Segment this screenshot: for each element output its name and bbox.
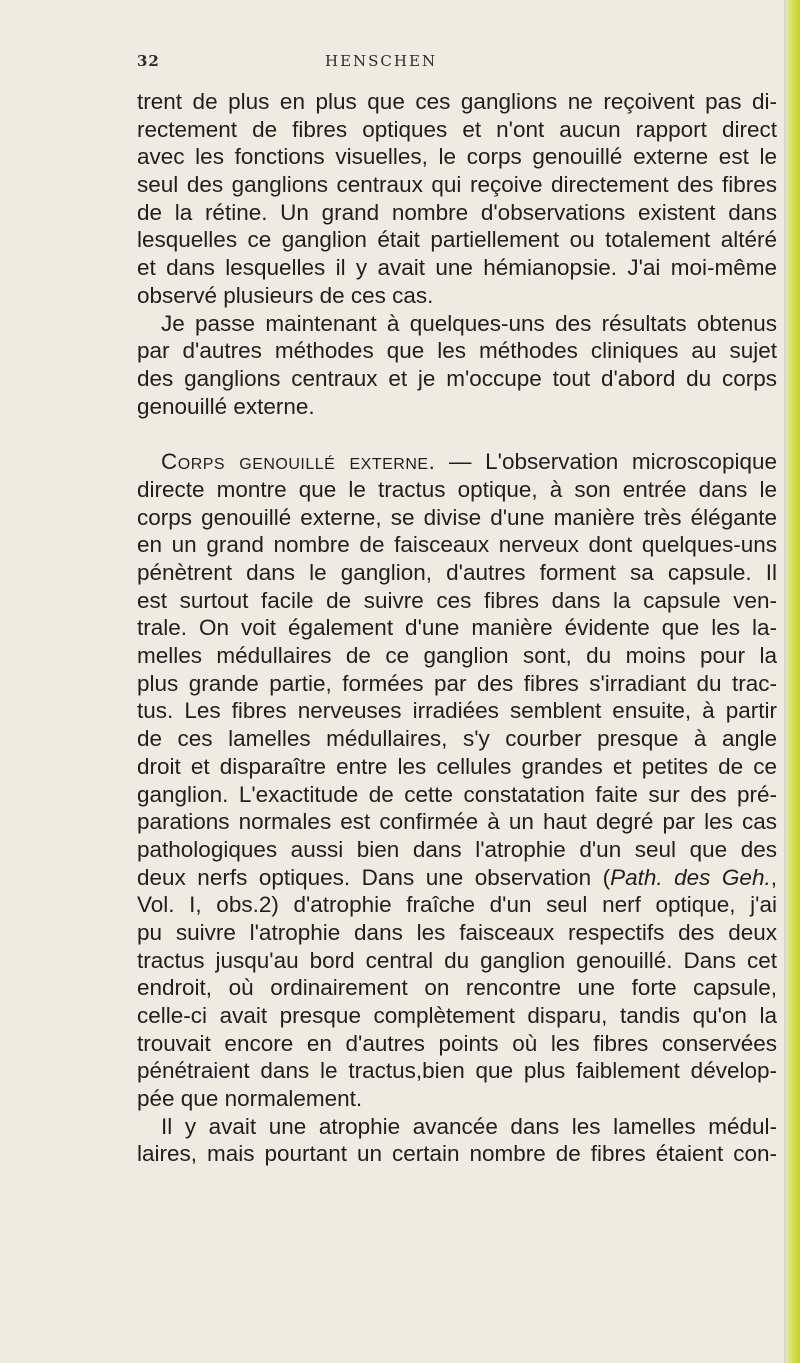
text-line: trent de plus en plus que ces ganglions ne reçoivent pas di-	[137, 89, 777, 114]
book-edge	[786, 0, 800, 1363]
page-body	[137, 88, 777, 1168]
text-line: rectement de fibres optiques et n'ont aucun rapport direct	[137, 116, 777, 142]
text-line: en un grand nombre de faisceaux nerveux dont quelques-uns	[137, 532, 777, 558]
text-line: tractus jusqu'au bord central du ganglion genouillé. Dans cet	[137, 947, 777, 973]
text-line: de la rétine. Un grand nombre d'observations existent dans	[137, 199, 777, 225]
citation-prefix: deux nerfs optiques. Dans une observation (	[137, 864, 611, 890]
text-line: pu suivre l'atrophie dans les faisceaux respectifs des deux	[137, 919, 777, 945]
running-head: HENSCHEN	[325, 52, 438, 70]
text-line: laires, mais pourtant un certain nombre de fibres étaient con-	[137, 1141, 777, 1167]
text-line	[137, 864, 777, 892]
text-line: pée que normalement.	[137, 1086, 363, 1112]
text-line: corps genouillé externe, se divise d'une manière très élégante	[137, 504, 777, 530]
section-gap	[137, 420, 777, 448]
text-line: parations normales est confirmée à un haut degré par les cas	[137, 809, 777, 835]
paragraph	[137, 1113, 777, 1168]
text-line: melles médullaires de ce ganglion sont, du moins pour la	[137, 643, 777, 669]
page-header	[0, 50, 800, 78]
section-paragraph	[137, 448, 777, 1113]
heading-continuation: — L'observation microscopique	[435, 449, 777, 475]
text-line: avec les fonctions visuelles, le corps genouillé externe est le	[137, 144, 777, 170]
text-line: plus grande partie, formées par des fibres s'irradiant du trac-	[137, 670, 777, 696]
citation-title: Path. des Geh.	[610, 864, 771, 890]
text-line: Il y avait une atrophie avancée dans les lamelles médul-	[161, 1113, 777, 1139]
text-line	[137, 448, 777, 476]
text-line: Je passe maintenant à quelques-uns des résultats obtenus	[161, 310, 777, 336]
text-line: lesquelles ce ganglion était partiellement ou totalement altéré	[137, 227, 777, 253]
text-line: pénètrent dans le ganglion, d'autres forment sa capsule. Il	[137, 560, 777, 585]
paragraph	[137, 310, 777, 421]
text-line: Vol. I, obs.2) d'atrophie fraîche d'un seul nerf optique, j'ai	[137, 892, 777, 918]
text-line: trale. On voit également d'une manière évidente que les la-	[137, 615, 777, 641]
citation-suffix: ,	[770, 864, 777, 890]
text-line: par d'autres méthodes que les méthodes cliniques au sujet	[137, 338, 777, 364]
section-heading: Corps genouillé externe.	[161, 449, 436, 475]
text-line: tus. Les fibres nerveuses irradiées semblent ensuite, à partir	[137, 698, 777, 724]
text-line: celle-ci avait presque complètement disparu, tandis qu'on la	[137, 1003, 777, 1028]
text-line: droit et disparaître entre les cellules grandes et petites de ce	[137, 753, 777, 779]
text-line: seul des ganglions centraux qui reçoive directement des fibres	[137, 172, 777, 198]
text-line: pénétraient dans le tractus,bien que plus faiblement dévelop-	[137, 1058, 777, 1084]
text-line: et dans lesquelles il y avait une hémianopsie. J'ai moi-même	[137, 255, 777, 281]
text-line: de ces lamelles médullaires, s'y courber presque à angle	[137, 726, 777, 752]
text-line: pathologiques aussi bien dans l'atrophie d'un seul que des	[137, 836, 777, 862]
text-line: ganglion. L'exactitude de cette constatation faite sur des pré-	[137, 781, 777, 807]
text-line: est surtout facile de suivre ces fibres dans la capsule ven-	[137, 587, 777, 613]
text-line: endroit, où ordinairement on rencontre une forte capsule,	[137, 975, 777, 1001]
text-line: observé plusieurs de ces cas.	[137, 282, 434, 308]
text-line: genouillé externe.	[137, 393, 315, 419]
page-number: 32	[137, 52, 160, 70]
text-line: trouvait encore en d'autres points où les fibres conservées	[137, 1030, 777, 1056]
paragraph	[137, 88, 777, 310]
text-line: directe montre que le tractus optique, à son entrée dans le	[137, 476, 777, 502]
text-line: des ganglions centraux et je m'occupe tout d'abord du corps	[137, 365, 777, 391]
